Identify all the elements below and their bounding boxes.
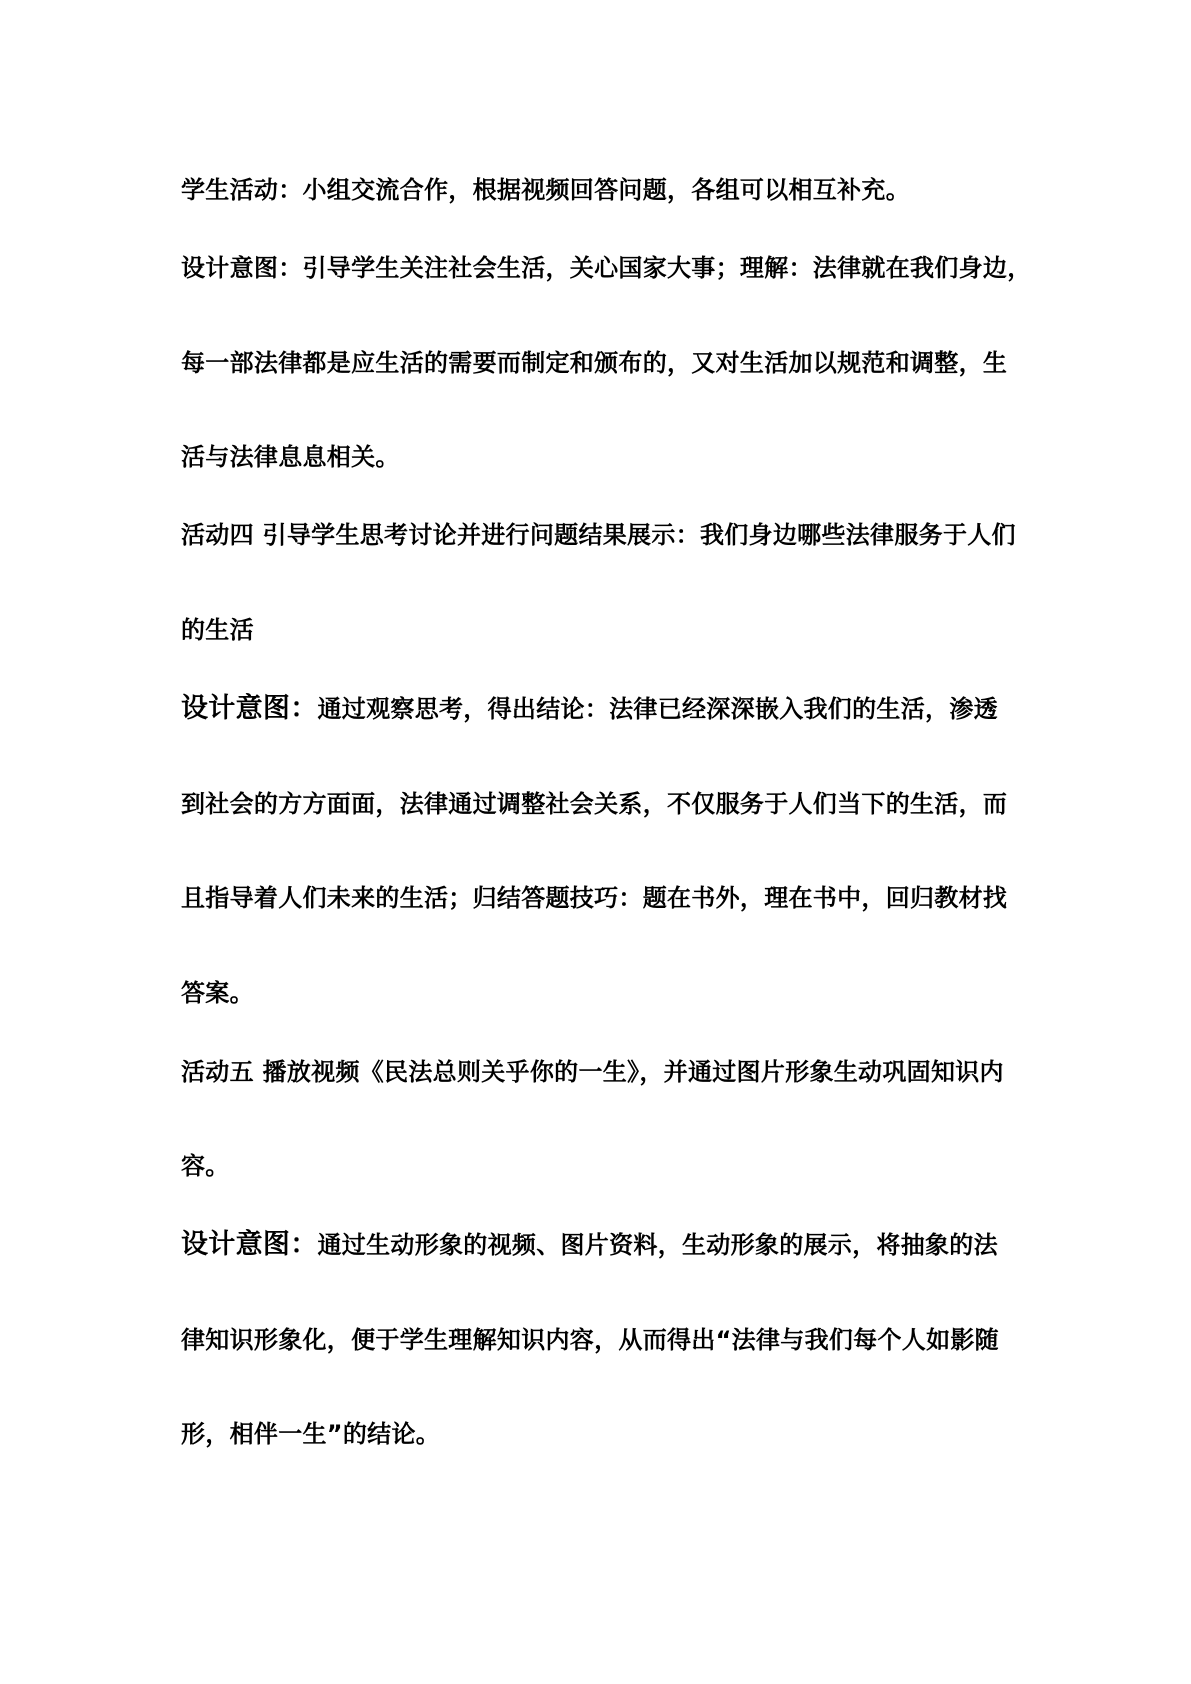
text-line xyxy=(181,789,1041,819)
text-line-content: 形，相伴一生”的结论。 xyxy=(181,1420,441,1448)
text-line-content: 活动四 引导学生思考讨论并进行问题结果展示：我们身边哪些法律服务于人们 xyxy=(181,521,1016,549)
text-line-lead: 设计意图： xyxy=(181,693,318,724)
text-line-content: 容。 xyxy=(181,1152,230,1180)
text-line-content: 活与法律息息相关。 xyxy=(181,443,400,471)
text-line xyxy=(181,615,1041,645)
text-line-content: 且指导着人们未来的生活；归结答题技巧：题在书外，理在书中，回归教材找 xyxy=(181,884,1008,912)
text-line xyxy=(181,1057,1041,1087)
text-line xyxy=(181,978,1041,1008)
text-line xyxy=(181,694,1041,724)
text-line xyxy=(181,175,1041,205)
text-line-content: 答案。 xyxy=(181,979,254,1007)
text-line xyxy=(181,1419,1041,1449)
text-line-content: 学生活动：小组交流合作，根据视频回答问题，各组可以相互补充。 xyxy=(181,176,910,204)
text-line-lead: 设计意图： xyxy=(181,1229,318,1260)
text-line xyxy=(181,883,1041,913)
text-line-content: 通过生动形象的视频、图片资料，生动形象的展示，将抽象的法 xyxy=(317,1231,998,1259)
text-line-content: 律知识形象化，便于学生理解知识内容，从而得出“法律与我们每个人如影随 xyxy=(181,1326,999,1354)
text-line xyxy=(181,442,1041,472)
text-line xyxy=(181,1230,1041,1260)
text-line xyxy=(181,253,1041,283)
text-line xyxy=(181,520,1041,550)
text-line xyxy=(181,348,1041,378)
text-line-content: 活动五 播放视频《民法总则关乎你的一生》，并通过图片形象生动巩固知识内 xyxy=(181,1058,1004,1086)
text-line xyxy=(181,1151,1041,1181)
text-line xyxy=(181,1325,1041,1355)
text-line-content: 的生活 xyxy=(181,616,254,644)
text-line-content: 设计意图：引导学生关注社会生活，关心国家大事；理解：法律就在我们身边， xyxy=(181,254,1032,282)
text-line-content: 通过观察思考，得出结论：法律已经深深嵌入我们的生活，渗透 xyxy=(317,695,998,723)
text-line-content: 到社会的方方面面，法律通过调整社会关系，不仅服务于人们当下的生活，而 xyxy=(181,790,1008,818)
text-line-content: 每一部法律都是应生活的需要而制定和颁布的，又对生活加以规范和调整，生 xyxy=(181,349,1008,377)
